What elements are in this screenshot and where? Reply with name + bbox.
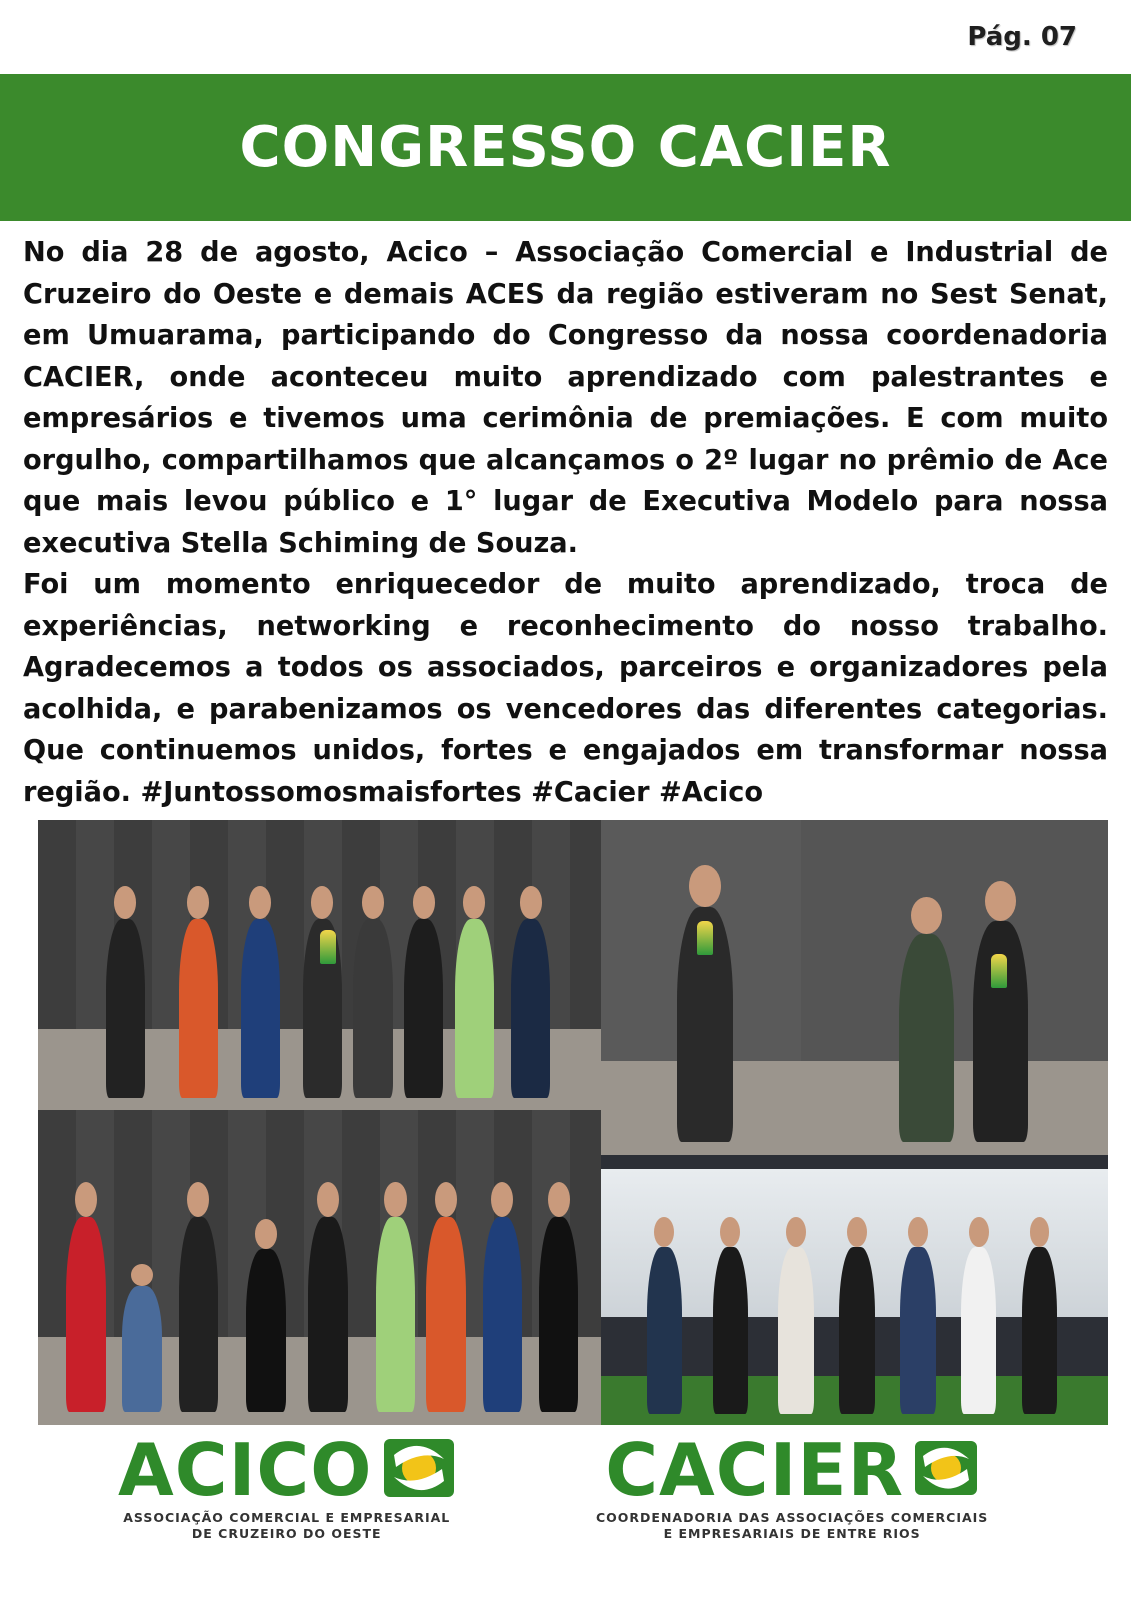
person	[308, 1217, 347, 1412]
title-banner	[0, 74, 1131, 221]
photo-group-award	[38, 820, 601, 1110]
person	[426, 1217, 465, 1412]
person	[122, 1286, 161, 1412]
photo-award-duo	[801, 820, 1108, 1155]
acico-logo-subtitle-1: ASSOCIAÇÃO COMERCIAL E EMPRESARIAL	[123, 1510, 451, 1525]
article-paragraph-2: Foi um momento enriquecedor de muito aprendizado, troca de experiências, networking e reconhecimento do nosso trabalho. Agradecemos a todos os associados, parceiros e organizadores pela acolhida, e parabenizamos os vencedores das diferentes categorias. Que continuemos unidos, fortes e engajados em transformar nossa região. #Juntossomosmaisfortes #Cacier #Acico	[23, 569, 1108, 808]
person	[455, 919, 494, 1099]
person	[404, 919, 443, 1099]
person	[539, 1217, 578, 1412]
person	[179, 1217, 218, 1412]
person	[353, 919, 392, 1099]
footer-logos	[0, 1430, 1131, 1580]
page-number: Pág. 07	[967, 22, 1077, 52]
acico-logo-wordmark: ACICO	[118, 1428, 373, 1512]
person	[66, 1217, 105, 1412]
acico-logo	[118, 1430, 456, 1542]
cacier-emblem-icon	[913, 1439, 979, 1501]
backdrop	[801, 820, 1108, 1061]
trophy	[697, 921, 713, 955]
page-title: CONGRESSO CACIER	[239, 115, 892, 180]
person	[246, 1249, 285, 1413]
cacier-logo-subtitle-1: COORDENADORIA DAS ASSOCIAÇÕES COMERCIAIS	[596, 1510, 989, 1525]
person	[179, 919, 218, 1099]
photo-collage	[38, 820, 1108, 1425]
article-paragraph-1: No dia 28 de agosto, Acico – Associação Comercial e Industrial de Cruzeiro do Oeste e demais ACES da região estiveram no Sest Senat, em Umuarama, participando do Congresso da nossa coordenadoria CACIER, onde aconteceu muito aprendizado com palestrantes e empresários e tivemos uma cerimônia de premiações. E com muito orgulho, compartilhamos que alcançamos o 2º lugar no prêmio de Ace que mais levou público e 1° lugar de Executiva Modelo para nossa executiva Stella Schiming de Souza.	[23, 237, 1108, 559]
photo-group-families	[38, 1110, 601, 1425]
acico-logo-subtitle-2: DE CRUZEIRO DO OESTE	[191, 1526, 382, 1541]
photo-stage-awardees	[601, 1155, 1108, 1425]
person	[900, 1247, 935, 1414]
cacier-logo-wordmark: CACIER	[605, 1428, 905, 1512]
person	[241, 919, 280, 1099]
person	[899, 934, 954, 1142]
person	[713, 1247, 748, 1414]
person	[511, 919, 550, 1099]
trophy	[320, 930, 336, 964]
person	[778, 1247, 813, 1414]
person	[839, 1247, 874, 1414]
cacier-logo	[596, 1430, 988, 1542]
cacier-logo-subtitle-2: E EMPRESARIAIS DE ENTRE RIOS	[663, 1526, 921, 1541]
person	[483, 1217, 522, 1412]
trophy	[991, 954, 1007, 988]
person	[1022, 1247, 1057, 1414]
person	[106, 919, 145, 1099]
person	[961, 1247, 996, 1414]
article-body	[23, 232, 1108, 813]
person	[376, 1217, 415, 1412]
floor	[801, 1061, 1108, 1155]
photo-trophy-winner	[601, 820, 801, 1155]
person	[647, 1247, 682, 1414]
acico-emblem-icon	[382, 1437, 456, 1503]
